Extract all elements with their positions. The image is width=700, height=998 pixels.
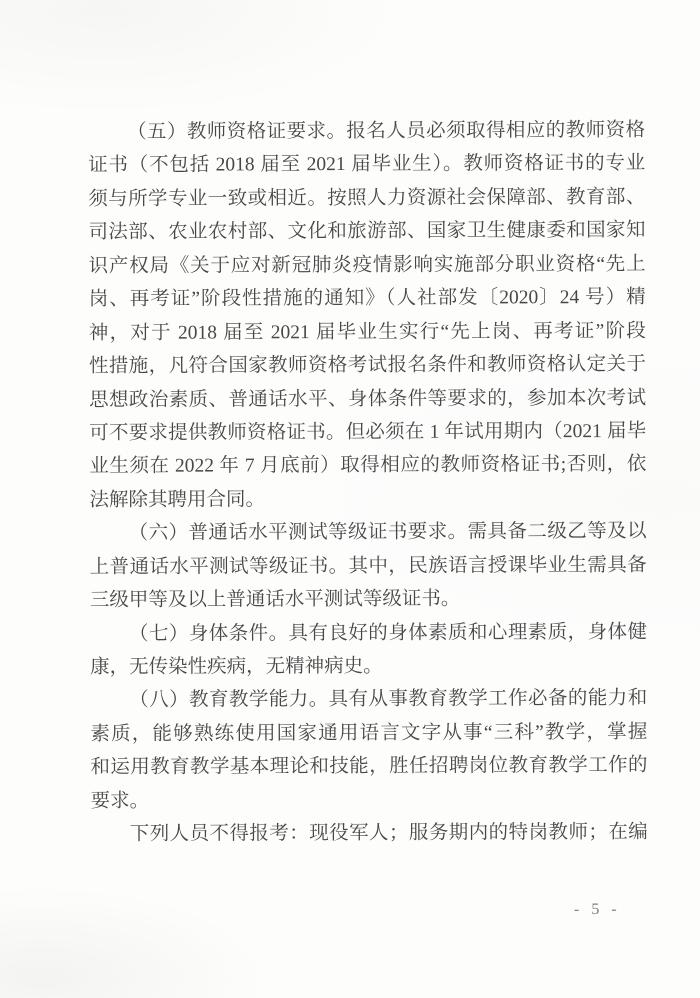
section-ineligible-applicants: [91, 816, 648, 852]
text-line: 岗、再考证”阶段性措施的通知》（人社部发〔2020〕24 号）精: [88, 287, 646, 311]
text-line: 思想政治素质、普通话水平、身体条件等要求的，参加本次考试: [89, 387, 647, 411]
text-line: 神，对于 2018 届至 2021 届毕业生实行“先上岗、再考证”阶段: [88, 320, 646, 344]
text-line: 下列人员不得报考：现役军人；服务期内的特岗教师；在编: [129, 822, 648, 846]
text-line: 要求。: [90, 790, 150, 812]
text-line: 和运用教育教学基本理论和技能，胜任招聘岗位教育教学工作的: [90, 755, 648, 779]
text-line: 证书（不包括 2018 届至 2021 届毕业生）。教师资格证书的专业: [88, 153, 646, 177]
document-body: [88, 114, 648, 852]
text-line: 法解除其聘用合同。: [89, 489, 266, 511]
section-item-5: [88, 114, 647, 517]
text-line: 司法部、农业农村部、文化和旅游部、国家卫生健康委和国家知: [88, 220, 646, 244]
page-number: - 5 -: [574, 900, 622, 919]
text-line: 上普通话水平测试等级证书。其中，民族语言授课毕业生需具备: [89, 554, 647, 578]
text-line: （八）教育教学能力。具有从事教育教学工作必备的能力和: [129, 688, 648, 712]
text-line: 康，无传染性疾病，无精神病史。: [90, 655, 383, 678]
text-line: （五）教师资格证要求。报名人员必须取得相应的教师资格: [127, 119, 646, 143]
section-item-7: [90, 615, 647, 684]
text-line: （六）普通话水平测试等级证书要求。需具备二级乙等及以: [128, 521, 647, 545]
text-line: 须与所学专业一致或相近。按照人力资源社会保障部、教育部、: [88, 186, 646, 210]
section-item-8: [90, 682, 648, 818]
text-line: 识产权局《关于应对新冠肺炎疫情影响实施部分职业资格“先上: [88, 253, 646, 277]
text-line: 素质，能够熟练使用国家通用语言文字从事“三科”教学，掌握: [90, 721, 648, 745]
text-line: （七）身体条件。具有良好的身体素质和心理素质，身体健: [128, 621, 648, 645]
section-item-6: [90, 515, 647, 617]
text-line: 三级甲等及以上普通话水平测试等级证书。: [89, 588, 461, 612]
text-line: 可不要求提供教师资格证书。但必须在 1 年试用期内（2021 届毕: [89, 420, 647, 444]
text-line: 业生须在 2022 年 7 月底前）取得相应的教师资格证书;否则，依: [89, 454, 647, 478]
text-line: 性措施，凡符合国家教师资格考试报名条件和教师资格认定关于: [88, 353, 646, 378]
